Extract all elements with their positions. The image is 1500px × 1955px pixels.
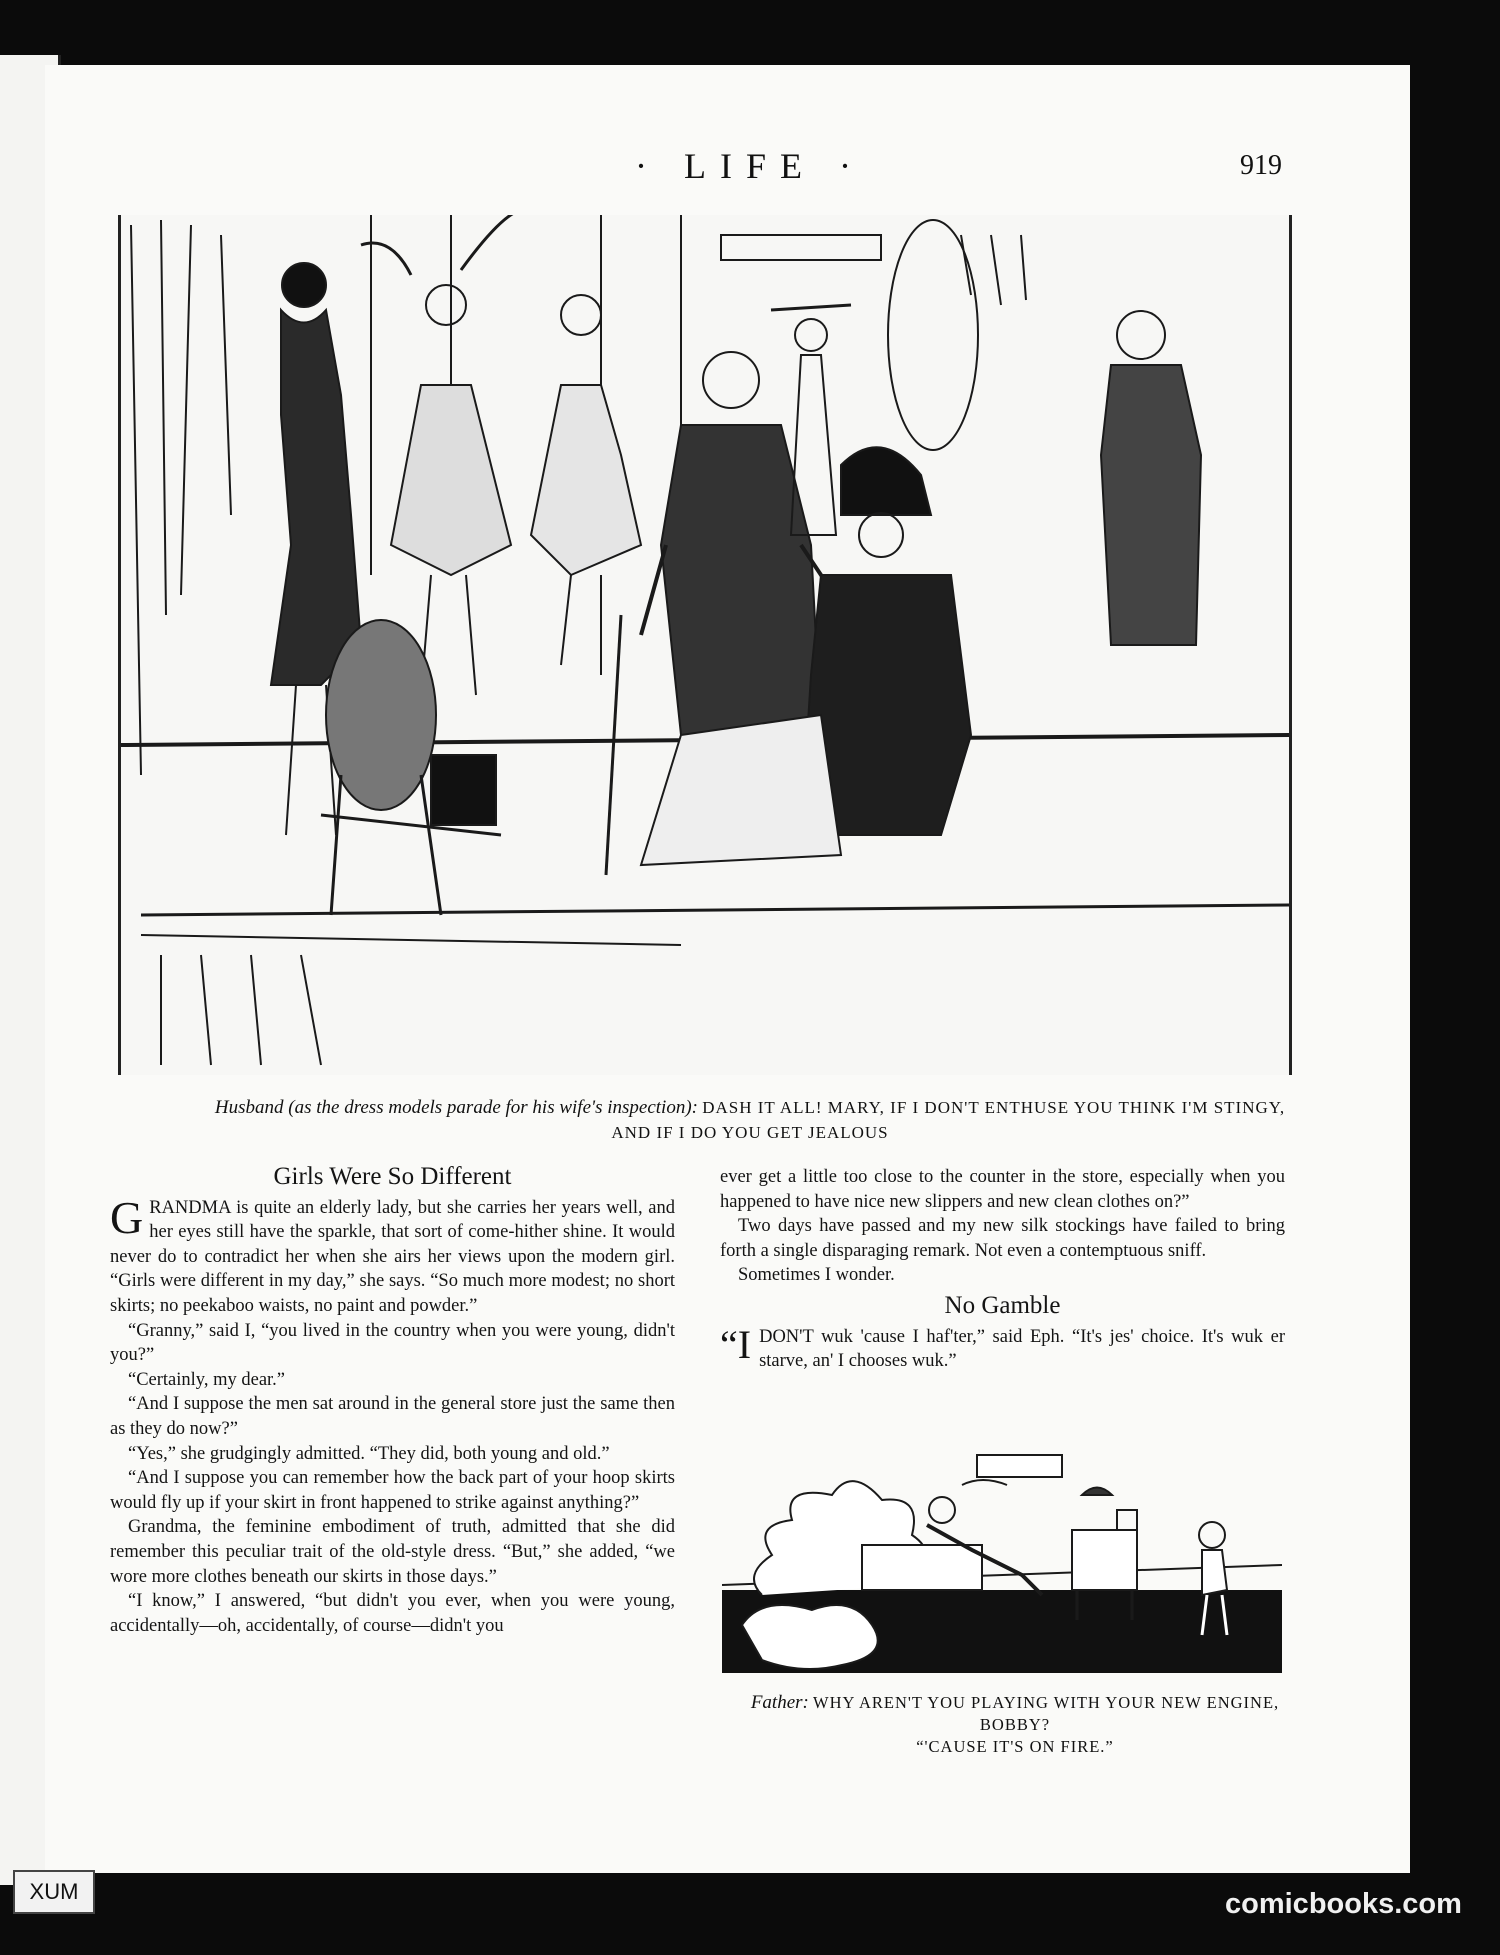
article-no-gamble-title: No Gamble bbox=[944, 1291, 1061, 1319]
article-no-gamble-text: DON'T wuk 'cause I haf'ter,” said Eph. “It's jes' choice. It's wuk er starve, an' I chooses wuk.” bbox=[759, 1326, 1285, 1372]
fire-engine-illustration bbox=[722, 1425, 1282, 1673]
article-girls-column bbox=[110, 1165, 675, 1638]
page-number: 919 bbox=[1240, 150, 1282, 181]
archive-stamp: XUM bbox=[13, 1870, 95, 1914]
article-paragraph: “Yes,” she grudgingly admitted. “They did, both young and old.” bbox=[128, 1443, 610, 1464]
article-paragraph: “Granny,” said I, “you lived in the country when you were young, didn't you?” bbox=[110, 1320, 675, 1366]
fire-engine-drawing bbox=[722, 1425, 1282, 1673]
cartoon-caption bbox=[200, 1095, 1300, 1145]
caption-line-1: WHY AREN'T YOU PLAYING WITH YOUR NEW ENGINE, BOBBY? bbox=[813, 1693, 1280, 1734]
dress-parade-illustration bbox=[118, 215, 1292, 1075]
caption-speaker: Husband (as the dress models parade for his wife's inspection): bbox=[214, 1097, 698, 1118]
fire-engine-caption bbox=[735, 1692, 1295, 1758]
article-paragraph: Two days have passed and my new silk stockings have failed to bring forth a single disparaging remark. Not even a contemptuous sniff. bbox=[720, 1216, 1285, 1261]
article-girls-continued bbox=[720, 1165, 1285, 1374]
article-continued-text: ever get a little too close to the counter in the store, especially when you happened to have nice new slippers and new clean clothes on?” bbox=[720, 1167, 1285, 1212]
article-girls-title: Girls Were So Different bbox=[273, 1163, 512, 1190]
site-watermark: comicbooks.com bbox=[1225, 1888, 1462, 1920]
article-paragraph: “I know,” I answered, “but didn't you ever, when you were young, accidentally—oh, accidentally, of course—didn't you bbox=[110, 1591, 675, 1636]
caption-speaker: Father: bbox=[750, 1692, 809, 1713]
article-paragraph: RANDMA is quite an elderly lady, but she carries her years well, and her eyes still have the sparkle, that sort of come-hither shine. It would never do to contradict her when she airs her views upon the modern girl. “Girls were different in my day,” she says. “So much more modest; no short skirts; no peekaboo waists, no paint and powder.” bbox=[110, 1197, 675, 1316]
article-paragraph: “And I suppose you can remember how the back part of your hoop skirts would fly up if your skirt in front happened to strike against anything?” bbox=[110, 1468, 675, 1513]
caption-line-2: “'CAUSE IT'S ON FIRE.” bbox=[916, 1737, 1114, 1756]
article-paragraph: Sometimes I wonder. bbox=[738, 1265, 895, 1286]
dress-parade-drawing bbox=[121, 215, 1289, 1075]
caption-text: DASH IT ALL! MARY, IF I DON'T ENTHUSE YOU THINK I'M STINGY, AND IF I DO YOU GET JEALOUS bbox=[611, 1098, 1286, 1142]
article-paragraph: “Certainly, my dear.” bbox=[128, 1369, 286, 1390]
quote-cap: “I bbox=[720, 1321, 752, 1367]
drop-cap: G bbox=[110, 1191, 144, 1243]
article-paragraph: “And I suppose the men sat around in the general store just the same then as they do now?” bbox=[110, 1394, 675, 1439]
magazine-title: · LIFE · bbox=[635, 146, 865, 186]
article-paragraph: Grandma, the feminine embodiment of truth, admitted that she did remember this peculiar trait of the old-style dress. “But,” she added, “we wore more clothes beneath our skirts in those days.” bbox=[110, 1517, 675, 1587]
